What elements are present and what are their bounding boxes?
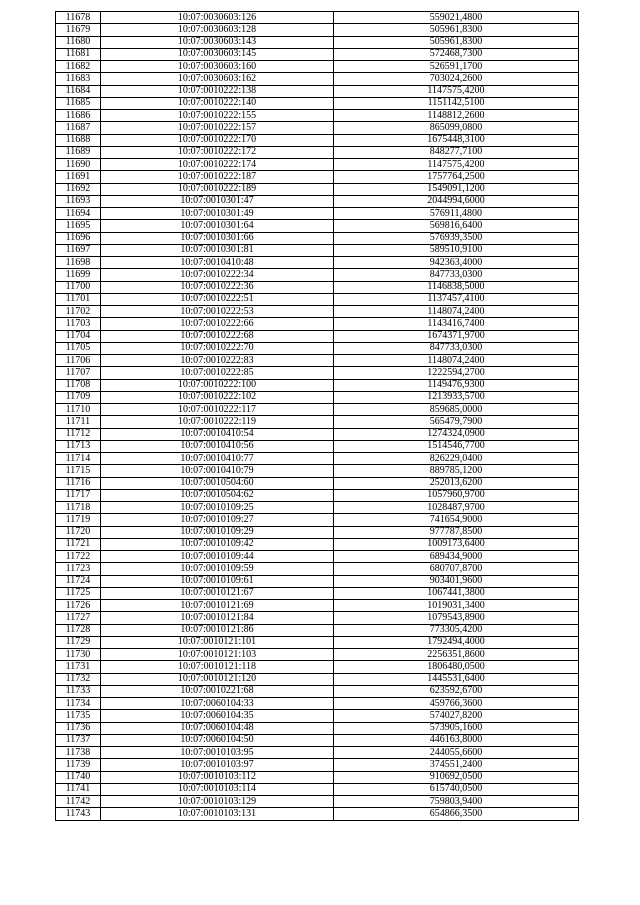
row-number-cell: 11737 — [56, 734, 101, 746]
table-row — [56, 379, 579, 391]
cadastral-number-cell: 10:07:0010222:70 — [101, 342, 334, 354]
value-cell: 889785,1200 — [334, 465, 579, 477]
row-number-cell: 11711 — [56, 416, 101, 428]
row-number-cell: 11694 — [56, 208, 101, 220]
row-number-cell: 11726 — [56, 600, 101, 612]
table-row — [56, 575, 579, 587]
cadastral-number-cell: 10:07:0010103:131 — [101, 808, 334, 820]
cadastral-number-cell: 10:07:0010109:59 — [101, 563, 334, 575]
table-row — [56, 722, 579, 734]
value-cell: 741654,9000 — [334, 514, 579, 526]
row-number-cell: 11739 — [56, 759, 101, 771]
table-row — [56, 600, 579, 612]
cadastral-number-cell: 10:07:0010121:120 — [101, 673, 334, 685]
cadastral-number-cell: 10:07:0010410:77 — [101, 453, 334, 465]
row-number-cell: 11709 — [56, 391, 101, 403]
value-cell: 1057960,9700 — [334, 489, 579, 501]
cadastral-number-cell: 10:07:0010222:68 — [101, 330, 334, 342]
table-row — [56, 771, 579, 783]
table-row — [56, 48, 579, 60]
value-cell: 865099,0800 — [334, 122, 579, 134]
table-row — [56, 232, 579, 244]
cadastral-number-cell: 10:07:0030603:126 — [101, 12, 334, 24]
table-row — [56, 587, 579, 599]
row-number-cell: 11703 — [56, 318, 101, 330]
table-row — [56, 440, 579, 452]
value-cell: 374551,2400 — [334, 759, 579, 771]
row-number-cell: 11695 — [56, 220, 101, 232]
row-number-cell: 11691 — [56, 171, 101, 183]
cadastral-number-cell: 10:07:0030603:160 — [101, 61, 334, 73]
value-cell: 1792494,4000 — [334, 636, 579, 648]
row-number-cell: 11738 — [56, 747, 101, 759]
table-row — [56, 783, 579, 795]
table-row — [56, 453, 579, 465]
table-row — [56, 36, 579, 48]
value-cell: 446163,8000 — [334, 734, 579, 746]
value-cell: 1067441,3800 — [334, 587, 579, 599]
value-cell: 977787,8500 — [334, 526, 579, 538]
cadastral-number-cell: 10:07:0060104:33 — [101, 698, 334, 710]
row-number-cell: 11717 — [56, 489, 101, 501]
cadastral-number-cell: 10:07:0060104:50 — [101, 734, 334, 746]
row-number-cell: 11732 — [56, 673, 101, 685]
cadastral-number-cell: 10:07:0030603:145 — [101, 48, 334, 60]
table-row — [56, 416, 579, 428]
cadastral-number-cell: 10:07:0060104:48 — [101, 722, 334, 734]
value-cell: 1757764,2500 — [334, 171, 579, 183]
table-row — [56, 685, 579, 697]
table-row — [56, 624, 579, 636]
value-cell: 1148812,2600 — [334, 110, 579, 122]
table-row — [56, 661, 579, 673]
value-cell: 1806480,0500 — [334, 661, 579, 673]
row-number-cell: 11686 — [56, 110, 101, 122]
row-number-cell: 11678 — [56, 12, 101, 24]
value-cell: 942363,4000 — [334, 257, 579, 269]
cadastral-number-cell: 10:07:0010121:84 — [101, 612, 334, 624]
cadastral-number-cell: 10:07:0010301:49 — [101, 208, 334, 220]
value-cell: 1147575,4200 — [334, 159, 579, 171]
table-row — [56, 208, 579, 220]
cadastral-number-cell: 10:07:0010222:138 — [101, 85, 334, 97]
table-row — [56, 61, 579, 73]
row-number-cell: 11735 — [56, 710, 101, 722]
value-cell: 252013,6200 — [334, 477, 579, 489]
cadastral-number-cell: 10:07:0010121:67 — [101, 587, 334, 599]
table-row — [56, 759, 579, 771]
cadastral-number-cell: 10:07:0010301:64 — [101, 220, 334, 232]
cadastral-number-cell: 10:07:0010222:174 — [101, 159, 334, 171]
value-cell: 847733,0300 — [334, 342, 579, 354]
table-row — [56, 698, 579, 710]
cadastral-number-cell: 10:07:0010222:170 — [101, 134, 334, 146]
value-cell: 572468,7300 — [334, 48, 579, 60]
value-cell: 576939,3500 — [334, 232, 579, 244]
row-number-cell: 11702 — [56, 306, 101, 318]
row-number-cell: 11699 — [56, 269, 101, 281]
value-cell: 1274324,0900 — [334, 428, 579, 440]
cadastral-number-cell: 10:07:0010504:62 — [101, 489, 334, 501]
row-number-cell: 11740 — [56, 771, 101, 783]
table-row — [56, 612, 579, 624]
cadastral-number-cell: 10:07:0010222:51 — [101, 293, 334, 305]
cadastral-number-cell: 10:07:0030603:143 — [101, 36, 334, 48]
cadastral-number-cell: 10:07:0010109:29 — [101, 526, 334, 538]
table-row — [56, 465, 579, 477]
row-number-cell: 11724 — [56, 575, 101, 587]
row-number-cell: 11742 — [56, 796, 101, 808]
cadastral-number-cell: 10:07:0010410:54 — [101, 428, 334, 440]
value-cell: 848277,7100 — [334, 146, 579, 158]
table-row — [56, 808, 579, 820]
table-row — [56, 73, 579, 85]
cadastral-number-cell: 10:07:0010121:86 — [101, 624, 334, 636]
value-cell: 1146838,5000 — [334, 281, 579, 293]
value-cell: 1019031,3400 — [334, 600, 579, 612]
row-number-cell: 11685 — [56, 97, 101, 109]
row-number-cell: 11721 — [56, 538, 101, 550]
value-cell: 589510,9100 — [334, 244, 579, 256]
table-row — [56, 195, 579, 207]
row-number-cell: 11712 — [56, 428, 101, 440]
cadastral-number-cell: 10:07:0010301:47 — [101, 195, 334, 207]
table-row — [56, 747, 579, 759]
cadastral-number-cell: 10:07:0010222:157 — [101, 122, 334, 134]
value-cell: 574027,8200 — [334, 710, 579, 722]
cadastral-number-cell: 10:07:0010222:119 — [101, 416, 334, 428]
value-cell: 903401,9600 — [334, 575, 579, 587]
table-row — [56, 551, 579, 563]
row-number-cell: 11715 — [56, 465, 101, 477]
value-cell: 1028487,9700 — [334, 502, 579, 514]
table-row — [56, 330, 579, 342]
table-row — [56, 428, 579, 440]
table-row — [56, 367, 579, 379]
cadastral-number-cell: 10:07:0010222:172 — [101, 146, 334, 158]
value-cell: 680707,8700 — [334, 563, 579, 575]
cadastral-number-cell: 10:07:0010121:118 — [101, 661, 334, 673]
value-cell: 1213933,5700 — [334, 391, 579, 403]
table-row — [56, 269, 579, 281]
table-row — [56, 183, 579, 195]
row-number-cell: 11700 — [56, 281, 101, 293]
table-body — [56, 12, 579, 821]
row-number-cell: 11688 — [56, 134, 101, 146]
cadastral-number-cell: 10:07:0010222:66 — [101, 318, 334, 330]
table-row — [56, 710, 579, 722]
cadastral-number-cell: 10:07:0010109:25 — [101, 502, 334, 514]
row-number-cell: 11684 — [56, 85, 101, 97]
row-number-cell: 11743 — [56, 808, 101, 820]
value-cell: 2256351,8600 — [334, 649, 579, 661]
row-number-cell: 11697 — [56, 244, 101, 256]
cadastral-number-cell: 10:07:0030603:128 — [101, 24, 334, 36]
row-number-cell: 11741 — [56, 783, 101, 795]
value-cell: 1143416,7400 — [334, 318, 579, 330]
value-cell: 1151142,5100 — [334, 97, 579, 109]
table-row — [56, 649, 579, 661]
table-row — [56, 134, 579, 146]
cadastral-number-cell: 10:07:0010109:44 — [101, 551, 334, 563]
value-cell: 244055,6600 — [334, 747, 579, 759]
table-row — [56, 489, 579, 501]
cadastral-number-cell: 10:07:0030603:162 — [101, 73, 334, 85]
value-cell: 703024,2600 — [334, 73, 579, 85]
table-row — [56, 355, 579, 367]
cadastral-number-cell: 10:07:0010221:68 — [101, 685, 334, 697]
row-number-cell: 11689 — [56, 146, 101, 158]
row-number-cell: 11733 — [56, 685, 101, 697]
table-row — [56, 110, 579, 122]
row-number-cell: 11681 — [56, 48, 101, 60]
row-number-cell: 11698 — [56, 257, 101, 269]
value-cell: 459766,3600 — [334, 698, 579, 710]
table-row — [56, 796, 579, 808]
value-cell: 689434,9000 — [334, 551, 579, 563]
table-row — [56, 538, 579, 550]
value-cell: 859685,0000 — [334, 404, 579, 416]
row-number-cell: 11687 — [56, 122, 101, 134]
table-row — [56, 85, 579, 97]
cadastral-number-cell: 10:07:0010103:114 — [101, 783, 334, 795]
row-number-cell: 11734 — [56, 698, 101, 710]
cadastral-number-cell: 10:07:0010222:53 — [101, 306, 334, 318]
cadastral-number-cell: 10:07:0010222:189 — [101, 183, 334, 195]
table-row — [56, 257, 579, 269]
cadastral-number-cell: 10:07:0010222:140 — [101, 97, 334, 109]
row-number-cell: 11680 — [56, 36, 101, 48]
table-row — [56, 734, 579, 746]
cadastral-number-cell: 10:07:0010410:48 — [101, 257, 334, 269]
table-row — [56, 514, 579, 526]
cadastral-number-cell: 10:07:0010504:60 — [101, 477, 334, 489]
value-cell: 1148074,2400 — [334, 355, 579, 367]
row-number-cell: 11736 — [56, 722, 101, 734]
value-cell: 573905,1600 — [334, 722, 579, 734]
value-cell: 526591,1700 — [334, 61, 579, 73]
value-cell: 1222594,2700 — [334, 367, 579, 379]
table-row — [56, 159, 579, 171]
row-number-cell: 11718 — [56, 502, 101, 514]
row-number-cell: 11690 — [56, 159, 101, 171]
cadastral-number-cell: 10:07:0010121:101 — [101, 636, 334, 648]
value-cell: 654866,3500 — [334, 808, 579, 820]
cadastral-number-cell: 10:07:0010121:103 — [101, 649, 334, 661]
cadastral-number-cell: 10:07:0010410:56 — [101, 440, 334, 452]
table-row — [56, 244, 579, 256]
row-number-cell: 11714 — [56, 453, 101, 465]
cadastral-value-table — [55, 11, 579, 821]
row-number-cell: 11696 — [56, 232, 101, 244]
value-cell: 615740,0500 — [334, 783, 579, 795]
row-number-cell: 11723 — [56, 563, 101, 575]
value-cell: 1445531,6400 — [334, 673, 579, 685]
row-number-cell: 11713 — [56, 440, 101, 452]
table-row — [56, 12, 579, 24]
value-cell: 1674371,9700 — [334, 330, 579, 342]
value-cell: 847733,0300 — [334, 269, 579, 281]
table-row — [56, 342, 579, 354]
table-row — [56, 122, 579, 134]
table-row — [56, 563, 579, 575]
row-number-cell: 11731 — [56, 661, 101, 673]
value-cell: 1549091,1200 — [334, 183, 579, 195]
table-row — [56, 318, 579, 330]
row-number-cell: 11719 — [56, 514, 101, 526]
value-cell: 559021,4800 — [334, 12, 579, 24]
value-cell: 1137457,4100 — [334, 293, 579, 305]
row-number-cell: 11704 — [56, 330, 101, 342]
cadastral-number-cell: 10:07:0060104:35 — [101, 710, 334, 722]
row-number-cell: 11679 — [56, 24, 101, 36]
cadastral-number-cell: 10:07:0010109:27 — [101, 514, 334, 526]
table-row — [56, 171, 579, 183]
cadastral-number-cell: 10:07:0010109:42 — [101, 538, 334, 550]
cadastral-number-cell: 10:07:0010222:85 — [101, 367, 334, 379]
cadastral-number-cell: 10:07:0010222:36 — [101, 281, 334, 293]
row-number-cell: 11730 — [56, 649, 101, 661]
table-row — [56, 146, 579, 158]
table-row — [56, 526, 579, 538]
table-row — [56, 502, 579, 514]
row-number-cell: 11716 — [56, 477, 101, 489]
cadastral-number-cell: 10:07:0010222:117 — [101, 404, 334, 416]
row-number-cell: 11720 — [56, 526, 101, 538]
value-cell: 576911,4800 — [334, 208, 579, 220]
table-row — [56, 220, 579, 232]
table-row — [56, 477, 579, 489]
value-cell: 910692,0500 — [334, 771, 579, 783]
row-number-cell: 11705 — [56, 342, 101, 354]
cadastral-number-cell: 10:07:0010222:102 — [101, 391, 334, 403]
row-number-cell: 11729 — [56, 636, 101, 648]
value-cell: 1149476,9300 — [334, 379, 579, 391]
table-row — [56, 636, 579, 648]
cadastral-number-cell: 10:07:0010109:61 — [101, 575, 334, 587]
table-row — [56, 293, 579, 305]
table-row — [56, 97, 579, 109]
cadastral-number-cell: 10:07:0010222:155 — [101, 110, 334, 122]
row-number-cell: 11722 — [56, 551, 101, 563]
value-cell: 505961,8300 — [334, 24, 579, 36]
cadastral-number-cell: 10:07:0010410:79 — [101, 465, 334, 477]
value-cell: 826229,0400 — [334, 453, 579, 465]
value-cell: 773305,4200 — [334, 624, 579, 636]
value-cell: 759803,9400 — [334, 796, 579, 808]
cadastral-number-cell: 10:07:0010103:95 — [101, 747, 334, 759]
table-row — [56, 404, 579, 416]
cadastral-number-cell: 10:07:0010301:81 — [101, 244, 334, 256]
table-row — [56, 24, 579, 36]
value-cell: 1147575,4200 — [334, 85, 579, 97]
table-row — [56, 281, 579, 293]
row-number-cell: 11707 — [56, 367, 101, 379]
value-cell: 505961,8300 — [334, 36, 579, 48]
row-number-cell: 11683 — [56, 73, 101, 85]
value-cell: 569816,6400 — [334, 220, 579, 232]
row-number-cell: 11701 — [56, 293, 101, 305]
cadastral-number-cell: 10:07:0010121:69 — [101, 600, 334, 612]
row-number-cell: 11725 — [56, 587, 101, 599]
cadastral-number-cell: 10:07:0010103:97 — [101, 759, 334, 771]
value-cell: 1009173,6400 — [334, 538, 579, 550]
row-number-cell: 11692 — [56, 183, 101, 195]
value-cell: 1148074,2400 — [334, 306, 579, 318]
cadastral-number-cell: 10:07:0010103:129 — [101, 796, 334, 808]
value-cell: 1079543,8900 — [334, 612, 579, 624]
table-row — [56, 306, 579, 318]
row-number-cell: 11710 — [56, 404, 101, 416]
value-cell: 1514546,7700 — [334, 440, 579, 452]
row-number-cell: 11693 — [56, 195, 101, 207]
cadastral-number-cell: 10:07:0010222:187 — [101, 171, 334, 183]
row-number-cell: 11727 — [56, 612, 101, 624]
cadastral-number-cell: 10:07:0010222:100 — [101, 379, 334, 391]
row-number-cell: 11682 — [56, 61, 101, 73]
row-number-cell: 11706 — [56, 355, 101, 367]
value-cell: 623592,6700 — [334, 685, 579, 697]
cadastral-number-cell: 10:07:0010301:66 — [101, 232, 334, 244]
row-number-cell: 11708 — [56, 379, 101, 391]
row-number-cell: 11728 — [56, 624, 101, 636]
table-row — [56, 673, 579, 685]
table-row — [56, 391, 579, 403]
value-cell: 565479,7900 — [334, 416, 579, 428]
value-cell: 2044994,6000 — [334, 195, 579, 207]
cadastral-number-cell: 10:07:0010222:83 — [101, 355, 334, 367]
cadastral-number-cell: 10:07:0010222:34 — [101, 269, 334, 281]
cadastral-number-cell: 10:07:0010103:112 — [101, 771, 334, 783]
value-cell: 1675448,3100 — [334, 134, 579, 146]
